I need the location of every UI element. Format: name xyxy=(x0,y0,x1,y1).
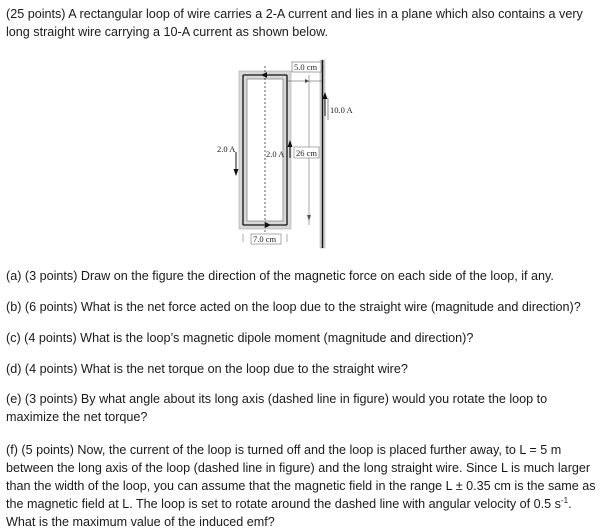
left-current-label: 2.0 A xyxy=(217,144,236,154)
wire-current-label: 10.0 A xyxy=(330,105,353,115)
loop-and-wire-figure xyxy=(214,56,374,251)
left-current-arrow-icon xyxy=(234,169,239,176)
question-d: (d) (4 points) What is the net torque on the loop due to the straight wire? xyxy=(6,362,408,376)
problem-intro: (25 points) A rectangular loop of wire carries a 2-A current and lies in a plane which also contains a very long straight wire carrying a 10-A current as shown below. xyxy=(6,7,583,39)
question-f-exponent: -1 xyxy=(560,495,569,505)
question-e: (e) (3 points) By what angle about its long axis (dashed line in figure) would you rotate the loop to maximize the net torque? xyxy=(6,392,548,424)
question-f-main: (f) (5 points) Now, the current of the loop is turned off and the loop is placed further away, to L = 5 m between the long axis of the loop (dashed line in figure) and the long straight wire. Since L is much larger than the width of the loop, you can assume that the magnetic field in the range L ± 0.35 cm is the same as the magnetic field at L. The loop is set to rotate around the dashed line with angular velocity of 0.5 s xyxy=(6,443,596,511)
height-arrow-icon xyxy=(307,215,311,221)
separation-label: 5.0 cm xyxy=(294,62,318,72)
question-a: (a) (3 points) Draw on the figure the direction of the magnetic force on each side of the loop, if any. xyxy=(6,269,554,283)
question-b: (b) (6 points) What is the net force acted on the loop due to the straight wire (magnitude and direction)? xyxy=(6,300,581,314)
right-current-label: 2.0 A xyxy=(266,149,285,159)
width-label: 7.0 cm xyxy=(253,234,277,244)
height-label: 26 cm xyxy=(296,148,318,158)
question-f-last: What is the maximum value of the induced emf? xyxy=(6,515,275,529)
question-c: (c) (4 points) What is the loop’s magnetic dipole moment (magnitude and direction)? xyxy=(6,331,474,345)
separation-arrow-icon xyxy=(305,79,309,83)
figure-drawing xyxy=(214,56,374,251)
question-f xyxy=(6,441,596,531)
question-f-period: . xyxy=(568,497,572,511)
